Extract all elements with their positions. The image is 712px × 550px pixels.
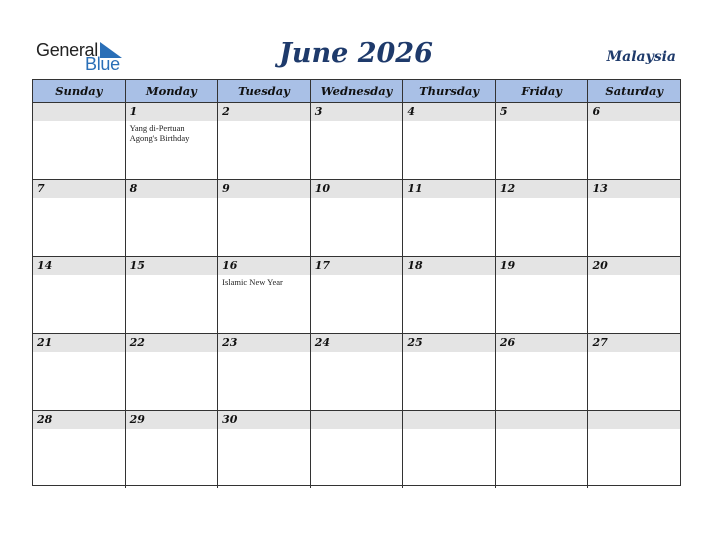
day-cell [126, 103, 219, 179]
weekday-header: Thursday [403, 80, 496, 102]
day-number: 20 [592, 259, 608, 272]
day-number: 10 [314, 182, 331, 195]
day-cell [33, 103, 126, 179]
day-number: 11 [407, 182, 423, 195]
day-number-bar [403, 180, 495, 198]
day-number: 9 [222, 182, 230, 195]
day-number-bar [126, 334, 218, 352]
day-cell [33, 257, 126, 333]
day-number-bar [218, 411, 310, 429]
day-number: 17 [314, 259, 331, 272]
day-number: 25 [407, 336, 423, 349]
day-number-bar [33, 180, 125, 198]
day-number-bar [588, 334, 680, 352]
day-number-bar [403, 257, 495, 275]
day-number-bar [311, 180, 403, 198]
day-number: 1 [129, 105, 138, 118]
day-number-bar [126, 180, 218, 198]
logo-text-blue: Blue [85, 54, 120, 74]
day-cell [126, 180, 219, 256]
day-number-bar [588, 180, 680, 198]
day-cell [403, 103, 496, 179]
day-number: 13 [592, 182, 608, 195]
day-cell [496, 103, 589, 179]
day-cell [588, 334, 680, 410]
day-cell [403, 334, 496, 410]
day-cell [33, 411, 126, 488]
day-cell [311, 411, 404, 488]
day-number: 21 [37, 336, 53, 349]
day-number-bar [311, 257, 403, 275]
holiday-event: Islamic New Year [222, 277, 283, 287]
day-number: 6 [592, 105, 601, 118]
day-cell [126, 411, 219, 488]
day-number-bar [496, 103, 588, 121]
day-number: 8 [129, 182, 138, 195]
day-number-bar [311, 103, 403, 121]
day-number-bar [403, 103, 495, 121]
weekday-header: Wednesday [311, 80, 404, 102]
day-number: 28 [37, 413, 53, 426]
day-number-bar [403, 334, 495, 352]
day-cell [33, 334, 126, 410]
day-number-bar [403, 411, 495, 429]
day-number-bar [588, 411, 680, 429]
day-cell [218, 411, 311, 488]
day-cell [126, 334, 219, 410]
day-number: 23 [222, 336, 238, 349]
day-number: 3 [314, 105, 323, 118]
day-number: 16 [222, 259, 238, 272]
day-number-bar [496, 180, 588, 198]
day-number-bar [126, 411, 218, 429]
day-cell [588, 180, 680, 256]
day-cell [403, 411, 496, 488]
day-number: 27 [592, 336, 608, 349]
day-number-bar [588, 257, 680, 275]
day-number-bar [311, 334, 403, 352]
weekday-header: Tuesday [218, 80, 311, 102]
country-label: Malaysia [606, 49, 676, 65]
day-cell [588, 257, 680, 333]
day-number: 29 [129, 413, 145, 426]
day-cell [496, 180, 589, 256]
week-row [33, 411, 680, 488]
day-cell [403, 257, 496, 333]
day-number-bar [33, 411, 125, 429]
day-cell [33, 180, 126, 256]
day-number-bar [496, 334, 588, 352]
day-cell [218, 103, 311, 179]
day-number-bar [218, 103, 310, 121]
day-number: 19 [499, 259, 516, 272]
calendar-grid [32, 79, 681, 486]
week-row [33, 334, 680, 411]
week-row [33, 103, 680, 180]
day-number: 14 [37, 259, 53, 272]
day-number: 7 [37, 182, 45, 195]
day-number-bar [496, 411, 588, 429]
day-cell [311, 257, 404, 333]
day-cell [311, 334, 404, 410]
day-cell [218, 180, 311, 256]
weekday-header: Saturday [605, 84, 664, 98]
day-number: 30 [222, 413, 238, 426]
day-cell [496, 411, 589, 488]
weekday-header-row [33, 80, 680, 103]
holiday-event: Yang di-Pertuan Agong's Birthday [129, 123, 190, 143]
day-cell [311, 103, 404, 179]
day-number-bar [311, 411, 403, 429]
day-number: 4 [407, 105, 415, 118]
day-number: 22 [129, 336, 145, 349]
day-number-bar [218, 334, 310, 352]
day-cell [496, 257, 589, 333]
page-title: June 2026 [279, 38, 433, 69]
day-number-bar [126, 103, 218, 121]
day-number: 18 [407, 259, 423, 272]
day-number: 26 [499, 336, 516, 349]
day-number-bar [588, 103, 680, 121]
day-number-bar [33, 103, 125, 121]
day-cell [218, 334, 311, 410]
weekday-header: Sunday [33, 80, 126, 102]
day-number-bar [33, 257, 125, 275]
day-cell [588, 103, 680, 179]
weekday-header: Friday [496, 80, 589, 102]
day-number-bar [218, 257, 310, 275]
day-cell [311, 180, 404, 256]
day-number: 2 [222, 105, 230, 118]
day-cell [496, 334, 589, 410]
week-row [33, 257, 680, 334]
day-number-bar [218, 180, 310, 198]
weekday-header: Monday [126, 80, 219, 102]
day-number-bar [126, 257, 218, 275]
day-number: 5 [499, 105, 508, 118]
day-number: 12 [499, 182, 516, 195]
day-number-bar [33, 334, 125, 352]
day-cell [218, 257, 311, 333]
day-cell [588, 411, 680, 488]
day-cell [126, 257, 219, 333]
day-cell [403, 180, 496, 256]
day-number: 15 [129, 259, 145, 272]
day-number-bar [496, 257, 588, 275]
logo-text-general: General [36, 40, 98, 60]
day-number: 24 [314, 336, 331, 349]
week-row [33, 180, 680, 257]
